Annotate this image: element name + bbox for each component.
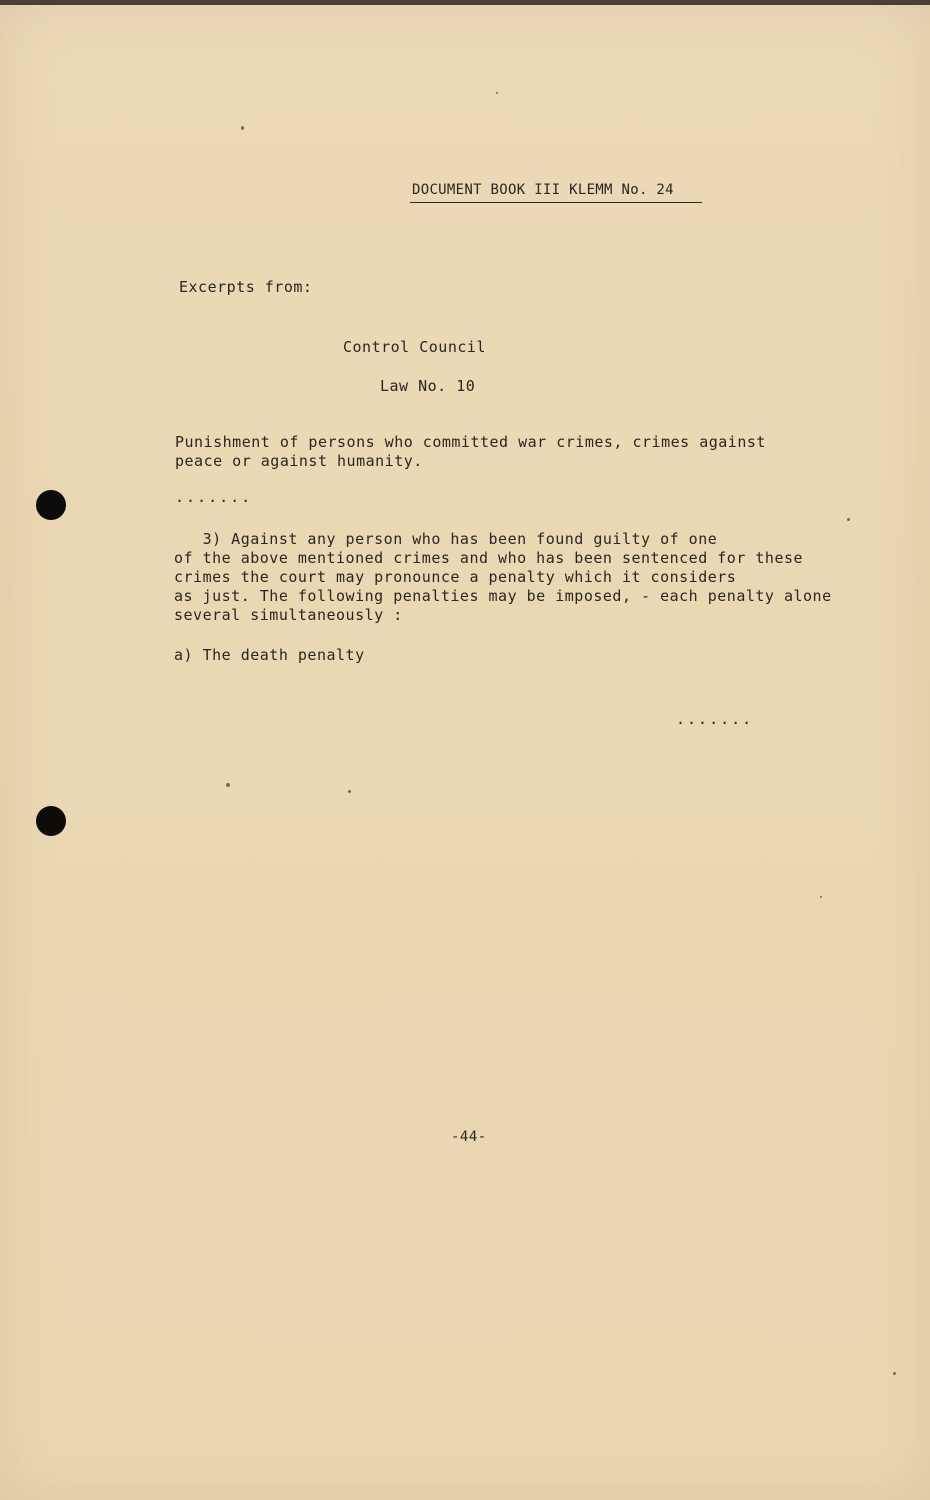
scan-top-edge: [0, 0, 930, 5]
law-title-line: peace or against humanity.: [175, 452, 423, 470]
paper-speck: [496, 92, 498, 94]
omission-marker: .......: [676, 710, 754, 728]
paragraph-line: several simultaneously :: [174, 606, 403, 624]
paper-speck: [241, 126, 244, 130]
law-title: [175, 433, 766, 471]
paper-speck: [847, 518, 850, 521]
intro-label: Excerpts from:: [179, 278, 313, 296]
page-number: -44-: [451, 1129, 487, 1145]
article-paragraph: [174, 530, 832, 625]
document-reference: DOCUMENT BOOK III KLEMM No. 24: [412, 181, 674, 203]
paragraph-line: as just. The following penalties may be imposed, - each penalty alone: [174, 587, 832, 605]
law-title-line: Punishment of persons who committed war crimes, crimes against: [175, 433, 766, 451]
paper-speck: [226, 783, 230, 787]
paper-speck: [348, 790, 351, 793]
punch-hole: [36, 806, 66, 836]
paper-speck: [820, 896, 822, 898]
punch-hole: [36, 490, 66, 520]
reference-underline: [410, 202, 702, 203]
paper-speck: [893, 1372, 896, 1375]
paragraph-line: of the above mentioned crimes and who has been sentenced for these: [174, 549, 804, 567]
heading-control-council: Control Council: [343, 338, 486, 356]
heading-law-number: Law No. 10: [380, 377, 476, 395]
list-item: a) The death penalty: [174, 646, 365, 664]
omission-marker: .......: [175, 488, 253, 506]
paragraph-line: 3) Against any person who has been found guilty of one: [174, 530, 718, 548]
paragraph-line: crimes the court may pronounce a penalty which it considers: [174, 568, 737, 586]
